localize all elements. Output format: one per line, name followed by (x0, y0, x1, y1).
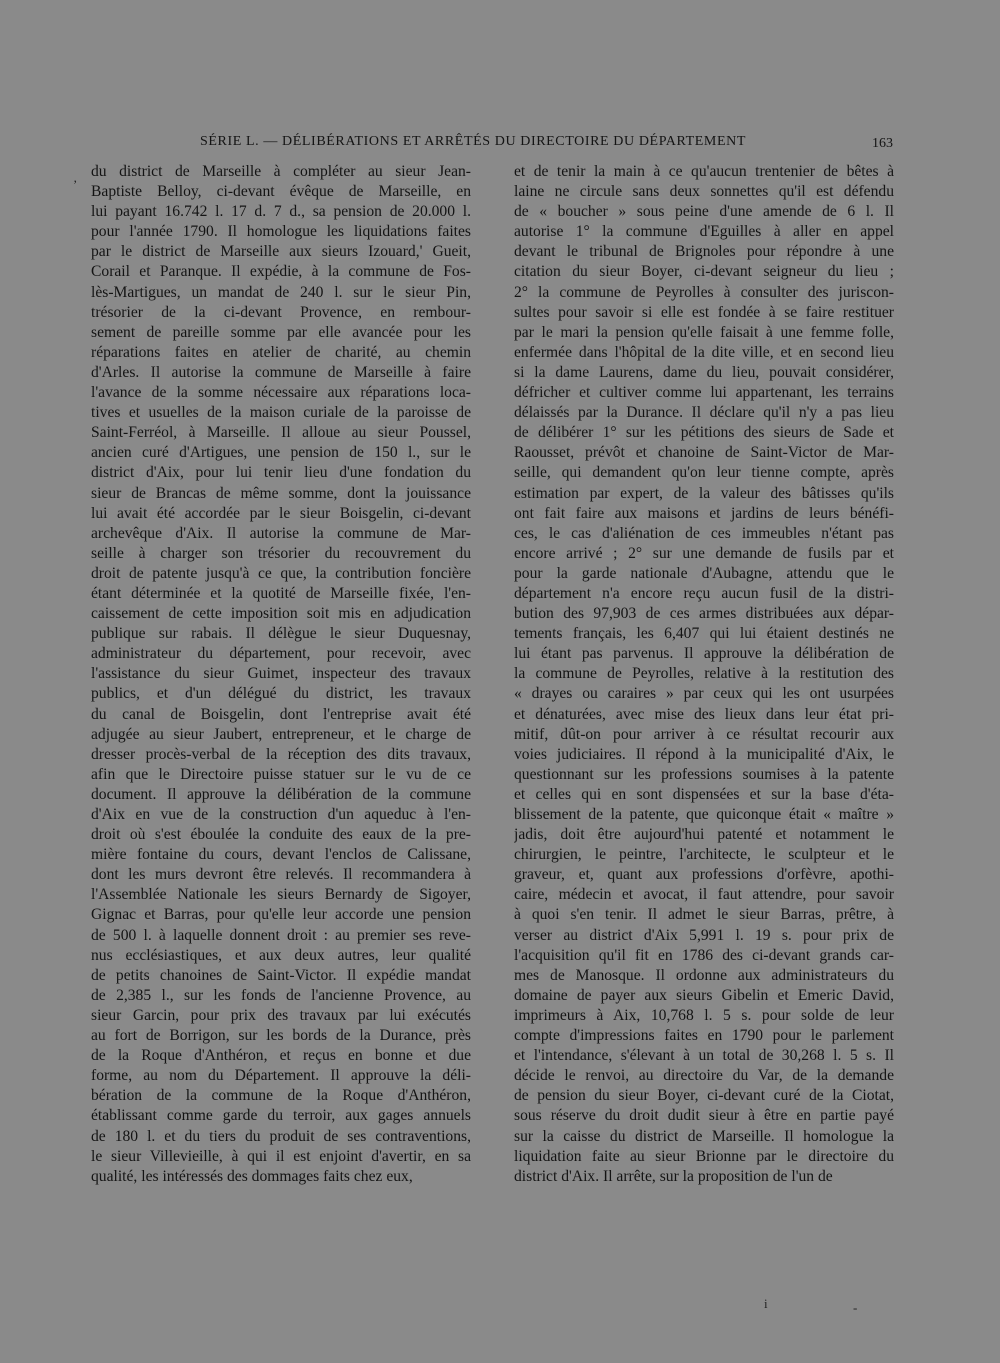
text-line: par le mari la pension qu'elle faisait à une femme folle, (514, 323, 894, 341)
text-line: laine ne circule sans deux sonnettes qu'il est défendu (514, 183, 894, 201)
text-line: l'avance de la somme nécessaire aux réparations loca- (91, 384, 471, 402)
text-line: et de tenir la main à ce qu'aucun trentenier de bêtes à (514, 163, 894, 180)
text-line: district d'Aix, pour lui tenir lieu d'une fondation du (91, 464, 471, 482)
text-line: publics, et d'un délégué du district, les travaux (91, 685, 471, 703)
text-line: de délibérer 1° sur les pétitions des sieurs de Sade et (514, 424, 894, 442)
right-text-column (514, 162, 894, 1187)
text-line: lui payant 16.742 l. 17 d. 7 d., sa pension de 20.000 l. (91, 203, 471, 221)
bottom-mark: - (853, 1300, 858, 1315)
text-line: et dénaturées, avec mise des lieux dans leur état pri- (514, 705, 894, 723)
text-line: encore arrivé ; 2° sur une demande de fusils par et (514, 544, 894, 562)
text-line: si la dame Laurens, dame du lieu, pouvait considérer, (514, 363, 894, 381)
text-line: tives et usuelles de la maison curiale de la paroisse de (91, 404, 471, 422)
text-line: l'acquisition qu'il fit en 1786 des ci-devant grands car- (514, 946, 894, 964)
left-text-column (91, 162, 471, 1187)
text-line: le sieur Villevieille, à qui il est enjoint d'avertir, en sa (91, 1147, 471, 1165)
text-line: publique sur rabais. Il délègue le sieur Duquesnay, (91, 625, 471, 643)
text-line: de 500 l. à laquelle donnent droit : au premier ses reve- (91, 926, 471, 944)
text-line: enfermée dans l'hôpital de la dite ville, et en second lieu (514, 343, 894, 361)
text-line: sieur de Brancas de même somme, dont la jouissance (91, 484, 471, 502)
running-head: SÉRIE L. — DÉLIBÉRATIONS ET ARRÊTÉS DU DIRECTOIRE DU DÉPARTEMENT (200, 134, 746, 149)
text-line: à quoi s'en tenir. Il admet le sieur Barras, prêtre, à (514, 906, 894, 924)
text-line: document. Il approuve la délibération de la commune (91, 785, 471, 803)
text-line: qualité, les intéressés des dommages faits chez eux, (91, 1167, 413, 1185)
text-line: questionnant sur les professions soumises à la patente (514, 765, 894, 783)
text-line: Saint-Ferréol, à Marseille. Il alloue au sieur Poussel, (91, 424, 471, 442)
text-line: blissement de la patente, que quiconque était « maître » (514, 806, 894, 823)
text-line: dresser procès-verbal de la réception des dits travaux, (91, 745, 471, 763)
text-line: défricher et cultiver comme lui appartenant, les terrains (514, 384, 894, 402)
text-line: délaissés par la Durance. Il déclare qu'il n'y a pas lieu (514, 404, 894, 422)
text-line: verser au district d'Aix 5,991 l. 19 s. pour prix de (514, 926, 894, 944)
text-line: de la Roque d'Anthéron, et reçus en bonne et due (91, 1047, 471, 1065)
text-line: d'Aix en vue de la construction d'un aqueduc à l'en- (91, 806, 471, 823)
text-line: domaine de payer aux sieurs Gibelin et Emeric David, (514, 986, 894, 1004)
text-line: lui avait été accordée par le sieur Boisgelin, ci-devant (91, 504, 471, 522)
text-line: sieur Garcin, pour prix des travaux par lui exécutés (91, 1006, 471, 1024)
text-line: jadis, doit être aujourd'hui patenté et notamment le (514, 826, 894, 844)
text-line: la commune de Peyrolles, relative à la restitution des (514, 665, 894, 683)
text-line: forme, au nom du Département. Il approuve la déli- (91, 1067, 471, 1085)
text-line: droit de patente jusqu'à ce que, la contribution foncière (91, 564, 471, 582)
text-line: ces, le cas d'aliénation de ces immeubles n'étant pas (514, 524, 894, 542)
text-line: d'Arles. Il autorise la commune de Marseille à faire (91, 363, 471, 381)
text-line: voies judiciaires. Il répond à la municipalité d'Aix, le (514, 745, 894, 763)
text-line: tements français, les 6,407 qui lui étaient destinés ne (514, 625, 894, 643)
text-line: bération de la commune de la Roque d'Anthéron, (91, 1087, 471, 1105)
text-line: Corail et Paranque. Il expédie, à la commune de Fos- (91, 263, 471, 281)
text-line: « drayes ou caraires » par ceux qui les ont usurpées (514, 685, 894, 703)
text-line: par le district de Marseille aux sieurs Izouard,' Gueit, (91, 243, 471, 261)
text-line: mitif, dût-on pour arriver à ce résultat recourir aux (514, 725, 894, 743)
text-line: lès-Martigues, un mandat de 240 l. sur le sieur Pin, (91, 283, 471, 301)
text-line: sultes pour savoir si elle est fondée à se faire restituer (514, 303, 894, 321)
text-line: caire, médecin et avocat, il faut attendre, pour savoir (514, 886, 894, 904)
text-line: Gignac et Barras, pour qu'elle leur accorde une pension (91, 906, 471, 924)
text-line: autorise 1° la commune d'Eguilles à aller en appel (514, 223, 894, 241)
text-line: droit où s'est éboulée la conduite des eaux de la pre- (91, 826, 471, 844)
text-line: ont fait faire aux maisons et jardins de leurs bénéfi- (514, 504, 894, 522)
text-line: mière fontaine du cours, devant l'enclos de Calissane, (91, 846, 471, 864)
text-line: sur la caisse du district de Marseille. Il homologue la (514, 1127, 894, 1145)
text-line: district d'Aix. Il arrête, sur la proposition de l'un de (514, 1167, 833, 1185)
text-line: sous réserve du droit dudit sieur à être en partie payé (514, 1107, 894, 1125)
text-line: ancien curé d'Artigues, une pension de 150 l., sur le (91, 444, 471, 462)
text-line: liquidation faite au sieur Brionne par le directoire du (514, 1147, 894, 1165)
text-line: graveur, et, quant aux professions d'orfèvre, apothi- (514, 866, 894, 884)
margin-mark: ‚ (73, 170, 78, 185)
text-line: et l'intendance, s'élevant à un total de 30,268 l. 5 s. Il (514, 1047, 894, 1065)
text-line: du canal de Boisgelin, dont l'entreprise avait été (91, 705, 471, 723)
text-line: de pension du sieur Boyer, ci-devant curé de la Ciotat, (514, 1087, 894, 1105)
text-line: réparations faites en atelier de charité, au chemin (91, 343, 471, 361)
text-line: mes de Manosque. Il ordonne aux administrateurs du (514, 966, 894, 984)
text-line: pour la garde nationale d'Aubagne, attendu que le (514, 564, 894, 582)
text-line: seille, qui demandent qu'on leur tienne compte, après (514, 464, 894, 482)
text-line: bution des 97,903 de ces armes distribuées aux dépar- (514, 605, 894, 623)
text-line: du district de Marseille à compléter au sieur Jean- (91, 163, 471, 180)
text-line: imprimeurs à Aix, 10,768 l. 5 s. pour solde de leur (514, 1006, 894, 1024)
text-line: pour l'année 1790. Il homologue les liquidations faites (91, 223, 471, 241)
page-number: 163 (872, 136, 893, 151)
text-line: de « boucher » sous peine d'une amende de 6 l. Il (514, 203, 894, 221)
text-line: archevêque d'Aix. Il autorise la commune de Mar- (91, 524, 471, 542)
text-line: sement de pareille somme par elle avancée pour les (91, 323, 471, 341)
text-line: seille à charger son trésorier du recouvrement du (91, 544, 471, 562)
text-line: Baptiste Belloy, ci-devant évêque de Marseille, en (91, 183, 471, 201)
text-line: l'assistance du sieur Guimet, inspecteur des travaux (91, 665, 471, 683)
bottom-mark: i (764, 1296, 768, 1311)
text-line: lui étant pas parvenus. Il approuve la délibération de (514, 645, 894, 663)
text-line: compte d'impressions faites en 1790 pour le parlement (514, 1027, 894, 1045)
text-line: dont les murs devront être relevés. Il recommandera à (91, 866, 471, 884)
text-line: au fort de Borrigon, sur les bords de la Durance, près (91, 1027, 471, 1045)
text-line: citation du sieur Boyer, ci-devant seigneur du lieu ; (514, 263, 894, 281)
text-line: administrateur du département, pour recevoir, avec (91, 645, 471, 663)
text-line: estimation par expert, de la valeur des bâtisses qu'ils (514, 484, 894, 502)
text-line: caissement de cette imposition soit mis en adjudication (91, 605, 471, 623)
text-line: Raousset, prévôt et chanoine de Saint-Victor de Mar- (514, 444, 894, 462)
text-line: trésorier de la ci-devant Provence, en rembour- (91, 303, 471, 321)
text-line: de 180 l. et du tiers du produit de ses contraventions, (91, 1127, 471, 1145)
text-line: établissant comme garde du terroir, aux gages annuels (91, 1107, 471, 1125)
text-line: afin que le Directoire puisse statuer sur le vu de ce (91, 765, 471, 783)
text-line: décide le renvoi, au directoire du Var, de la demande (514, 1067, 894, 1085)
text-line: département n'a encore reçu aucun fusil de la distri- (514, 584, 894, 602)
text-line: chirurgien, le peintre, l'architecte, le sculpteur et le (514, 846, 894, 864)
text-line: 2° la commune de Peyrolles à consulter des juriscon- (514, 283, 894, 301)
text-line: devant le tribunal de Brignoles pour répondre à une (514, 243, 894, 261)
text-line: étant déterminée et la quotité de Marseille fixée, l'en- (91, 584, 471, 602)
text-line: nus ecclésiastiques, et aux deux autres, leur qualité (91, 946, 471, 964)
text-line: l'Assemblée Nationale les sieurs Bernardy de Sigoyer, (91, 886, 471, 904)
text-line: de petits chanoines de Saint-Victor. Il expédie mandat (91, 966, 471, 984)
text-line: de 2,385 l., sur les fonds de l'ancienne Provence, au (91, 986, 471, 1004)
text-line: adjugée au sieur Jaubert, entrepreneur, et le charge de (91, 725, 471, 743)
text-line: et celles qui en sont dispensées et sur la base d'éta- (514, 785, 894, 803)
